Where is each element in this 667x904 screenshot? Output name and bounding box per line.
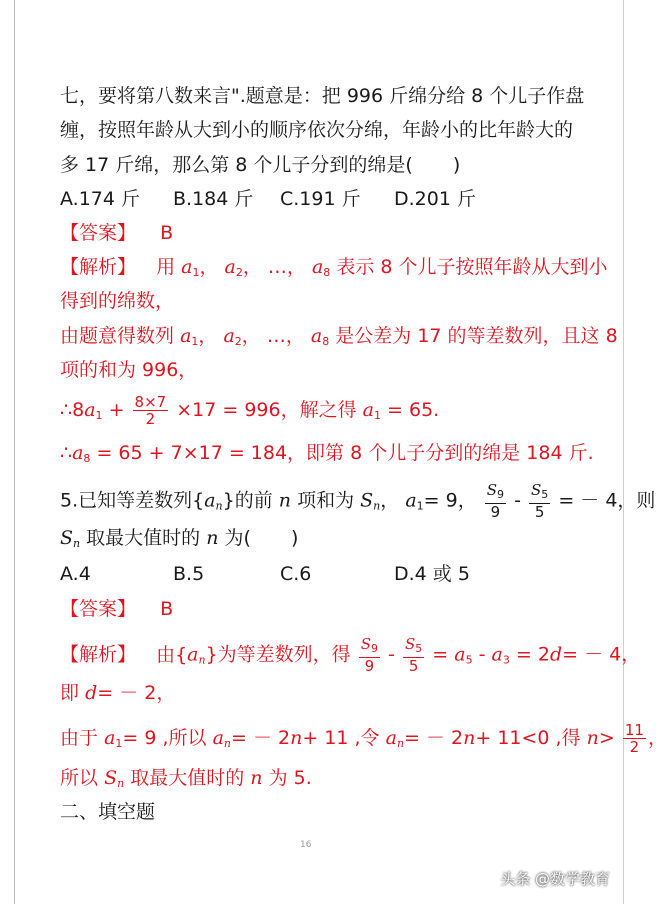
q7-option-b: B.184 斤 — [173, 188, 254, 210]
q7-analysis-line-3: 由题意得数列 $a_1$， $a_2$， …， $a_8$ 是公差为 17 的等差数列，且这 8 — [60, 325, 618, 348]
q5-analysis-line-2: 即 d= － 2， — [60, 682, 176, 704]
answer-label: 【答案】 — [60, 222, 137, 244]
fraction-s9-over-9: $\frac{S_9}{9}$ — [486, 481, 505, 521]
fraction-s5-over-5-analysis: $\frac{S_5}{5}$ — [404, 635, 423, 675]
q5-line-2: $S_n$ 取最大值时的 n 为( ) — [60, 527, 299, 550]
q7-line-1: 七，要将第八数来言".题意是：把 996 斤绵分给 8 个儿子作盘 — [60, 85, 585, 107]
analysis-label: 【解析】 — [60, 643, 137, 666]
q7-analysis-line-6: $\therefore a_8 = 65 + 7\times 17 = 184$，即第 8 个儿子分到的绵是 184 斤. — [60, 442, 594, 465]
q7-option-c: C.191 斤 — [280, 188, 361, 210]
page-right-border — [623, 0, 624, 904]
page-left-border — [14, 0, 15, 904]
q5-option-b: B.5 — [173, 563, 205, 585]
answer-value: B — [160, 598, 174, 620]
q5-answer — [60, 595, 173, 623]
fraction-11-over-2: $\frac{11}{2}$ — [624, 721, 644, 756]
q7-line-3: 多 17 斤绵，那么第 8 个儿子分到的绵是( ) — [60, 154, 461, 176]
q5-analysis-line-1: 【解析】 由$\{a_n\}$为等差数列，得 $\frac{S_9}{9}$ - $\frac{S_5}{5}$ = $a_5 - a_3 = 2d= - 4$， — [60, 635, 641, 675]
q7-option-d: D.201 斤 — [394, 188, 476, 210]
q5-option-d: D.4 或 5 — [394, 563, 470, 585]
watermark: 头条 @数学教育 — [500, 870, 610, 888]
answer-value: B — [160, 222, 174, 244]
q7-analysis-line-1: 【解析】 用 $a_1$， $a_2$， …， $a_8$ 表示 8 个儿子按照年龄从大到小 — [60, 256, 608, 279]
section-heading: 二、填空题 — [60, 801, 156, 823]
page-number: 16 — [300, 840, 312, 850]
q5-option-a: A.4 — [60, 563, 91, 585]
q5-line-1: 5.已知等差数列$\{a_n\}$的前 n 项和为 $S_n$， $a_1= 9$， $\frac{S_9}{9}$ - $\frac{S_5}{5}$ = － 4，则 — [60, 481, 656, 521]
q7-line-2: 缠，按照年龄从大到小的顺序依次分绵，年龄小的比年龄大的 — [60, 119, 574, 141]
q5-analysis-line-4: 所以 $S_n$ 取最大值时的 n 为 5. — [60, 767, 312, 790]
fraction-s9-over-9-analysis: $\frac{S_9}{9}$ — [360, 635, 378, 675]
q5-analysis-line-3: 由于 $a_1= 9$ ,所以 $a_n= - 2n+ 11$ ,令 $a_n= - 2n+ 11<0$ ,得 n> $\frac{11}{2}$ ， — [60, 721, 667, 756]
q5-option-c: C.6 — [280, 563, 312, 585]
q7-analysis-line-4: 项的和为 996， — [60, 359, 198, 381]
answer-label: 【答案】 — [60, 598, 137, 620]
q7-analysis-line-2: 得到的绵数， — [60, 290, 175, 312]
fraction-8x7-over-2: $\frac{8\times 7}{2}$ — [134, 393, 167, 428]
fraction-s5-over-5: $\frac{S_5}{5}$ — [531, 481, 549, 521]
q7-option-a: A.174 斤 — [60, 188, 141, 210]
analysis-label: 【解析】 — [60, 256, 137, 278]
q7-analysis-line-5: $\therefore 8a_1$ + $\frac{8\times 7}{2}$ ×17 = 996，解之得 $a_1 = 65$. — [60, 393, 440, 428]
q7-answer — [60, 219, 173, 247]
